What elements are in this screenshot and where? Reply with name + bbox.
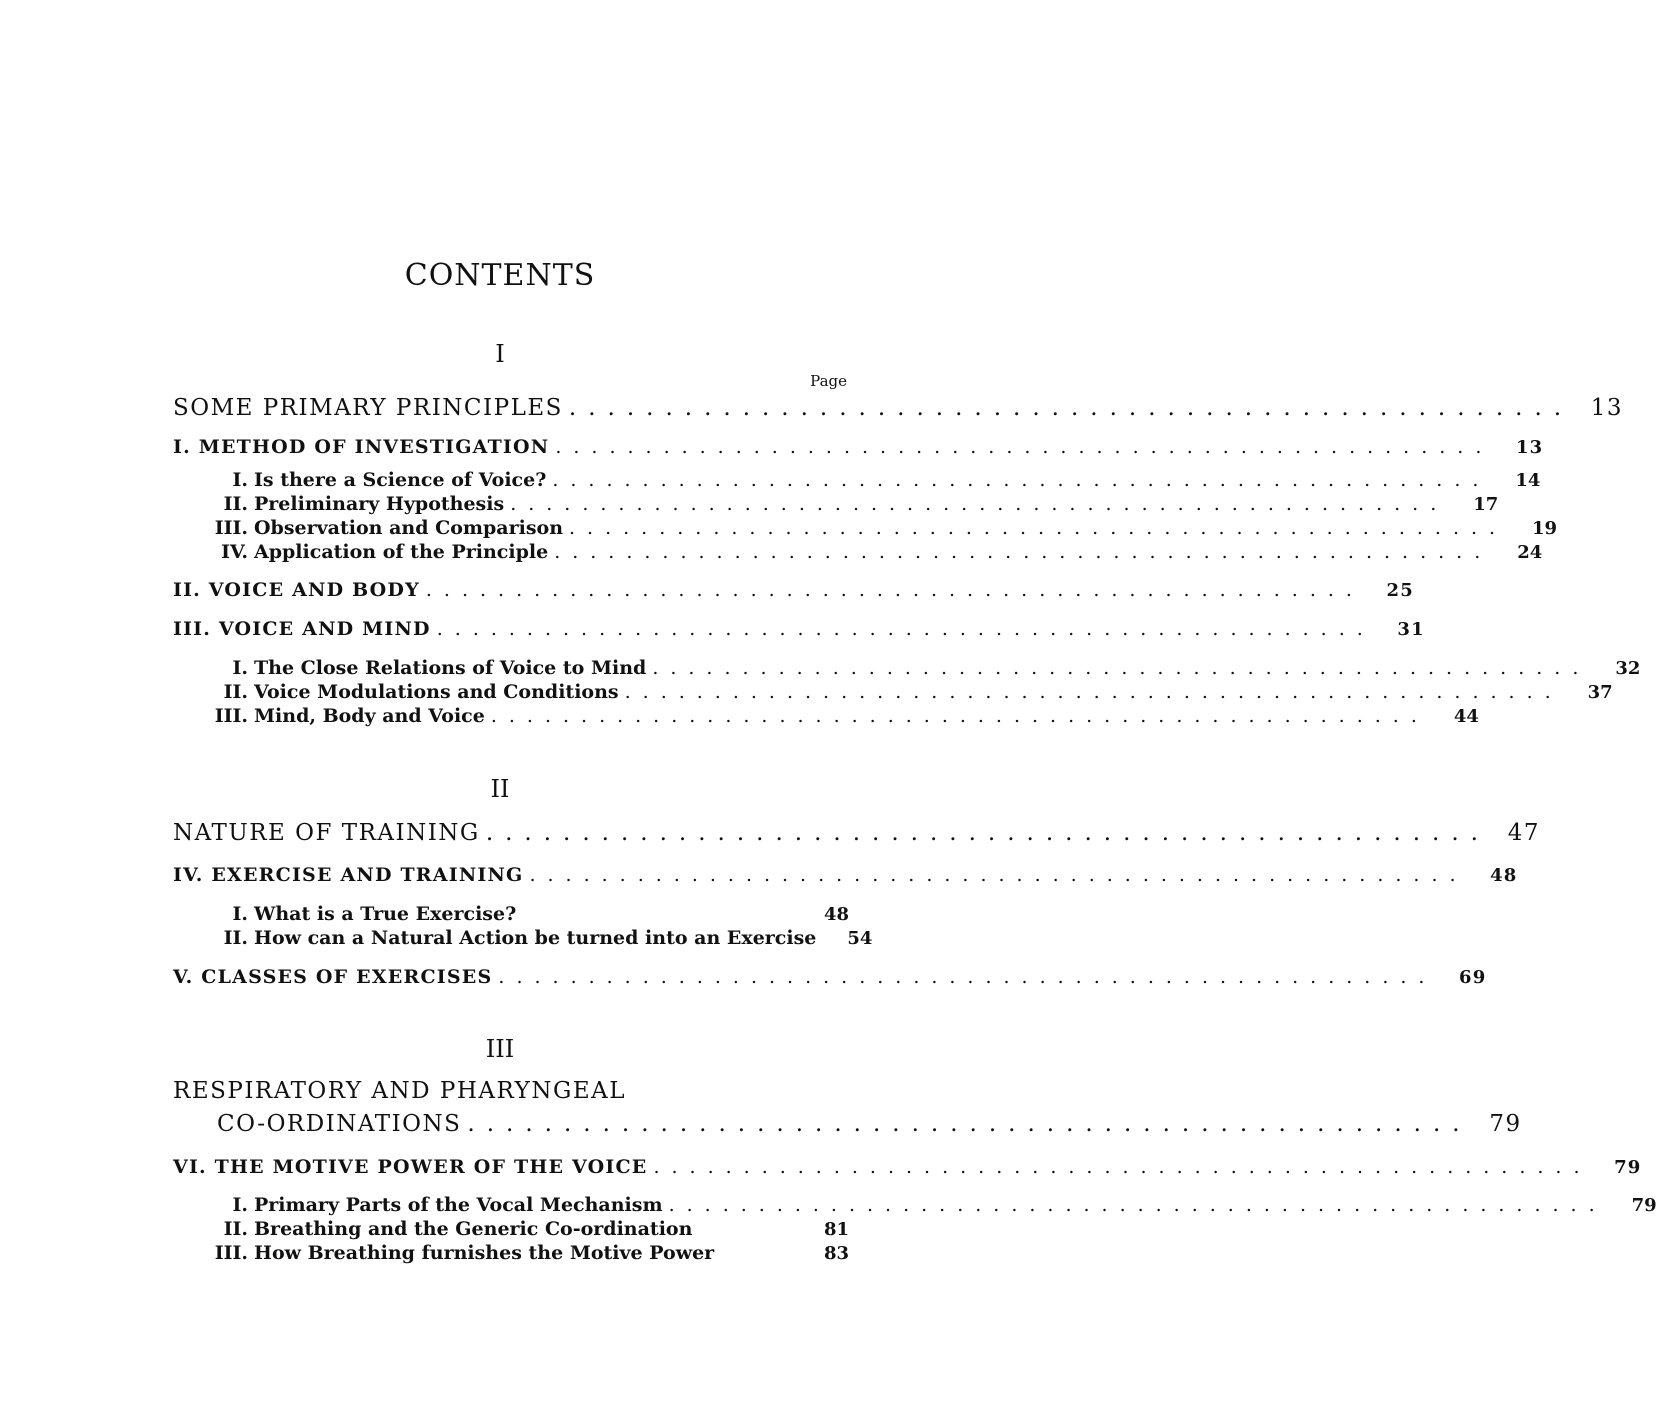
chapter-entry-5[interactable] [173,966,1487,988]
chapter-title: V. CLASSES OF EXERCISES [173,966,493,988]
section-entry[interactable] [200,927,873,949]
section-number: II. [223,493,248,515]
part-title-line-2: CO-ORDINATIONS [217,1111,462,1137]
section-entry[interactable] [200,1242,849,1264]
chapter-entry-2[interactable] [173,579,1414,601]
section-title: Voice Modulations and Conditions [254,681,619,703]
page-number: 32 [1615,658,1641,679]
section-title: How Breathing furnishes the Motive Power [254,1242,715,1264]
section-title: Mind, Body and Voice [254,705,485,727]
section-title: What is a True Exercise? [254,903,517,925]
section-entry[interactable] [200,681,1613,703]
page-number: 83 [823,1243,849,1264]
section-title: Breathing and the Generic Co-ordination [254,1218,693,1240]
chapter-entry-6[interactable] [173,1156,1642,1178]
section-number: I. [232,903,248,925]
leader-dots: .................................................... [510,493,1449,515]
section-number: IV. [221,541,248,563]
section-title: Preliminary Hypothesis [254,493,505,515]
section-entry[interactable] [200,705,1479,727]
part-numeral-3: III [485,1035,515,1063]
page-number: 81 [823,1219,849,1240]
page-number: 14 [1515,470,1541,491]
leader-dots: .................................................... [653,1156,1592,1178]
section-title: Is there a Science of Voice? [254,469,547,491]
section-number: II. [223,1218,248,1240]
page-number: 79 [1489,1111,1522,1137]
leader-dots: .................................................... [436,618,1375,640]
section-title: Primary Parts of the Vocal Mechanism [254,1194,663,1216]
section-number: II. [223,927,248,949]
section-number: III. [214,1242,248,1264]
page-column-label: Page [810,372,847,390]
part-title: NATURE OF TRAINING [173,820,480,846]
chapter-entry-3[interactable] [173,618,1425,640]
page-number: 37 [1587,682,1613,703]
page-number: 48 [1490,865,1518,886]
leader-dots: .................................................... [568,395,1574,421]
section-entry[interactable] [200,1218,849,1240]
part-numeral-1: I [495,340,505,368]
section-number: III. [214,517,248,539]
section-number: II. [223,681,248,703]
part-entry-3[interactable] [217,1111,1522,1137]
leader-dots: .................................................... [569,517,1508,539]
leader-dots: .................................................... [467,1111,1472,1137]
section-entry[interactable] [200,469,1541,491]
section-entry[interactable] [200,493,1499,515]
section-title: Application of the Principle [254,541,549,563]
page-number: 47 [1507,820,1540,846]
page-number: 24 [1517,542,1543,563]
page-number: 31 [1397,619,1425,640]
part-title: SOME PRIMARY PRINCIPLES [173,395,563,421]
section-number: I. [232,469,248,491]
section-entry[interactable] [200,517,1558,539]
leader-dots: .................................................... [498,966,1437,988]
part-entry-2[interactable] [173,820,1540,846]
page-number: 54 [847,928,873,949]
section-title: How can a Natural Action be turned into an Exercise [254,927,817,949]
chapter-title: I. METHOD OF INVESTIGATION [173,436,550,458]
part-numeral-2: II [490,775,510,803]
leader-dots: .................................................... [490,705,1429,727]
section-number: III. [214,705,248,727]
section-entry[interactable] [200,657,1641,679]
leader-dots: .................................................... [425,579,1364,601]
section-title: The Close Relations of Voice to Mind [254,657,647,679]
section-entry[interactable] [200,1194,1657,1216]
page-number: 79 [1631,1195,1657,1216]
page-title: CONTENTS [404,258,596,293]
page-number: 69 [1459,967,1487,988]
page-number: 13 [1590,395,1624,421]
chapter-title: II. VOICE AND BODY [173,579,420,601]
chapter-entry-4[interactable] [173,864,1518,886]
page-number: 44 [1453,706,1479,727]
page-number: 79 [1614,1157,1642,1178]
page-number: 19 [1532,518,1558,539]
part-title-line-1[interactable]: RESPIRATORY AND PHARYNGEAL [173,1078,626,1104]
leader-dots: .................................................... [668,1194,1607,1216]
chapter-title: IV. EXERCISE AND TRAINING [173,864,524,886]
section-entry[interactable] [200,903,849,925]
page-number: 25 [1386,580,1414,601]
section-title: Observation and Comparison [254,517,564,539]
chapter-title: III. VOICE AND MIND [173,618,431,640]
leader-dots: .................................................... [552,469,1491,491]
section-entry[interactable] [200,541,1543,563]
part-entry-1[interactable] [173,395,1624,421]
leader-dots: .................................................... [555,436,1494,458]
leader-dots: .................................................... [554,541,1493,563]
section-number: I. [232,1194,248,1216]
leader-dots: .................................................... [652,657,1591,679]
section-number: I. [232,657,248,679]
leader-dots: .................................................... [485,820,1490,846]
page-number: 17 [1473,494,1499,515]
page-number: 13 [1515,437,1544,458]
chapter-entry-1[interactable] [173,436,1544,458]
chapter-title: VI. THE MOTIVE POWER OF THE VOICE [173,1156,648,1178]
page-number: 48 [823,904,849,925]
leader-dots: .................................................... [529,864,1468,886]
leader-dots: .................................................... [624,681,1563,703]
